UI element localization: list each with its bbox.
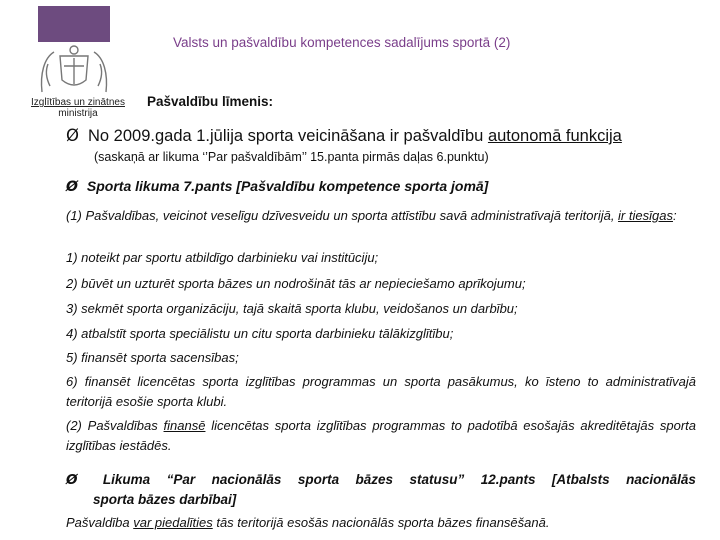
bullet3-word: nacionālās	[626, 472, 696, 487]
bullet3-word: bāzes	[355, 472, 394, 487]
bullet3-word: statusu”	[409, 472, 465, 487]
bullet3-word: [Atbalsts	[551, 472, 610, 487]
bullet1-underlined: autonomā funkcija	[487, 127, 622, 145]
arrow-bullet-icon: Ø	[66, 472, 78, 488]
law-intro-colon: :	[672, 208, 677, 223]
bullet3-line2: sporta bāzes darbībai]	[93, 492, 237, 507]
bullet3-word: 12.pants	[480, 472, 536, 487]
bullet3-word: sporta	[297, 472, 340, 487]
arrow-bullet-icon: Ø	[66, 179, 78, 195]
law-item: 1) noteikt par sportu atbildīgo darbinieku vai institūciju;	[66, 250, 379, 265]
arrow-bullet-icon: Ø	[66, 126, 79, 145]
ministry-name-line1: Izglītības un zinātnes	[31, 97, 125, 108]
bullet-sport-law	[66, 178, 488, 195]
bullet1-text: No 2009.gada 1.jūlija sporta veicināšana ir pašvaldību	[88, 127, 488, 145]
law-intro	[66, 206, 696, 226]
coat-of-arms-icon	[38, 44, 110, 96]
final-underlined: var piedalīties	[133, 515, 213, 530]
law-intro-text: (1) Pašvaldības, veicinot veselīgu dzīvesveidu un sporta attīstību savā administratīvajā teritorijā,	[66, 208, 619, 223]
law-item: 6) finansēt licencētas sporta izglītības programmas un sporta pasākumus, ko īsteno to administratīvajā teritorijā esošie sporta klubi.	[66, 374, 696, 409]
level-heading: Pašvaldību līmenis:	[147, 94, 274, 109]
page-title: Valsts un pašvaldību kompetences sadalījums sportā (2)	[173, 35, 511, 50]
bullet1-note: (saskaņā ar likuma ‘’Par pašvaldībām’’ 15.panta pirmās daļas 6.punktu)	[94, 150, 489, 164]
law-paragraph-2	[66, 416, 696, 456]
bullet3-word: Likuma	[102, 472, 151, 487]
para2-underlined: finansē	[163, 418, 206, 433]
final-text: Pašvaldība	[66, 515, 134, 530]
bullet2-text: Sporta likuma 7.pants [Pašvaldību kompetence sporta jomā]	[86, 178, 489, 194]
final-text-end: tās teritorijā esošās nacionālās sporta bāzes finansēšanā.	[212, 515, 550, 530]
law-item: 2) būvēt un uzturēt sporta bāzes un nodrošināt tās ar nepieciešamo aprīkojumu;	[66, 276, 526, 291]
law-intro-underlined: ir tiesīgas	[618, 208, 673, 223]
bullet-national-sport-bases	[66, 470, 696, 510]
ministry-name-line2: ministrija	[58, 108, 98, 119]
para2-text-end: licencētas sporta izglītības programmas to padotībā esošajās akreditētajās sporta izglītības iestādēs.	[66, 418, 696, 453]
final-statement	[66, 515, 549, 530]
law-item: 4) atbalstīt sporta speciālistu un citu sporta darbinieku tālākizglītību;	[66, 326, 454, 341]
bullet3-word: nacionālās	[211, 472, 282, 487]
para2-text: (2) Pašvaldības	[66, 418, 164, 433]
bullet-autonomous-function	[66, 126, 622, 146]
bullet3-line1	[66, 470, 696, 490]
bullet3-word: “Par	[166, 472, 196, 487]
ministry-name	[28, 97, 128, 119]
law-item: 5) finansēt sporta sacensības;	[66, 350, 239, 365]
law-item: 3) sekmēt sporta organizāciju, tajā skaitā sporta klubu, veidošanos un darbību;	[66, 301, 518, 316]
ministry-logo-bar	[38, 6, 110, 42]
